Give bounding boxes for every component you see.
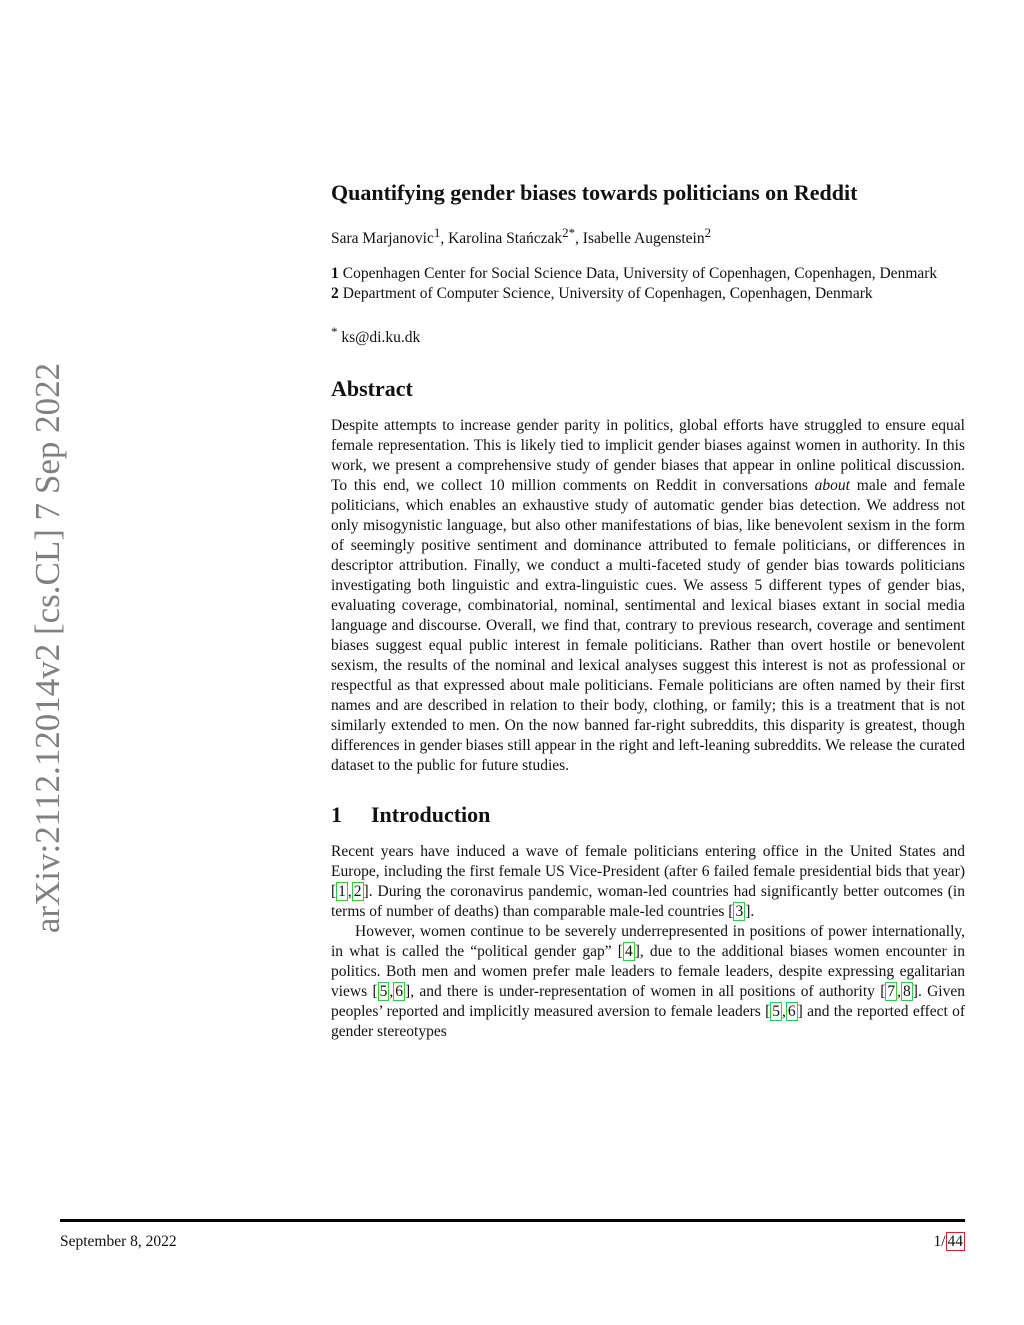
- abstract-text-part: Despite attempts to increase gender parity in politics, global efforts have struggled to ensure equal female representation. This is likely tied to implicit gender biases against women in authority. In this work, we present a comprehensive study of gender biases that appear in online political discussion. To this end, we collect 10 million comments on Reddit in conversations: [331, 417, 965, 495]
- introduction-heading: [331, 802, 965, 828]
- author-name: Sara Marjanovic: [331, 230, 434, 248]
- current-page: 1: [933, 1233, 942, 1250]
- citation-link[interactable]: 6: [395, 983, 404, 1001]
- paragraph-text: . Given peoples’ reported and implicitly measured aversion to female leaders: [331, 983, 965, 1021]
- citation-link[interactable]: 1: [338, 883, 346, 901]
- total-pages-link[interactable]: 44: [947, 1233, 963, 1250]
- page-number: [933, 1233, 965, 1251]
- paragraph-text: However, women continue to be severely underrepresented in positions of power internationally, in what is called the “political gender gap”: [331, 923, 965, 961]
- paragraph-text: and the reported effect of gender stereotypes: [331, 1003, 965, 1041]
- section-number: 1: [331, 802, 342, 828]
- introduction-paragraph-1: Recent years have induced a wave of female politicians entering office in the United States and Europe, including the first female US Vice-President (after 6 failed female presidential bids that year) [ 1 , 2 ]. During the coronavirus pandemic, woman-led countries had significantly better outcomes (in terms of number of deaths) than comparable male-led countries [ 3 ].: [331, 843, 965, 921]
- affiliation-number: 2: [331, 285, 339, 303]
- paper-body: [331, 178, 965, 1042]
- author-list: [331, 222, 965, 250]
- section-title: Introduction: [371, 802, 491, 828]
- author-affiliation-mark: 1: [433, 225, 441, 240]
- citation-link[interactable]: 2: [353, 883, 362, 901]
- page-separator: /: [941, 1233, 946, 1250]
- affiliation-item: [331, 264, 965, 284]
- footer-date: September 8, 2022: [60, 1233, 177, 1250]
- arxiv-identifier-stamp: arXiv:2112.12014v2 [cs.CL] 7 Sep 2022: [28, 362, 67, 934]
- affiliation-number: 1: [331, 265, 339, 283]
- author-separator: ,: [440, 230, 449, 248]
- citation-link[interactable]: 4: [624, 943, 633, 961]
- author-separator: ,: [575, 230, 583, 248]
- abstract-text: [331, 416, 965, 776]
- affiliation-item: [331, 284, 965, 304]
- author-affiliation-mark: 2*: [562, 225, 576, 240]
- abstract-heading: Abstract: [331, 376, 413, 402]
- citation-link[interactable]: 5: [379, 983, 388, 1001]
- paragraph-text: Recent years have induced a wave of female politicians entering office in the United States and Europe, including the first female US Vice-President (after 6 failed female presidential bids that year): [331, 843, 965, 881]
- author-name: Karolina Stańczak: [448, 230, 563, 248]
- paragraph-text: .: [750, 903, 755, 921]
- correspondence-mark: *: [331, 324, 338, 340]
- affiliation-text: Copenhagen Center for Social Science Data, University of Copenhagen, Copenhagen, Denmark: [342, 265, 938, 283]
- citation-link[interactable]: 7: [887, 983, 896, 1001]
- citation-link[interactable]: 6: [787, 1003, 796, 1021]
- correspondence-email: [331, 322, 965, 348]
- abstract-emphasis: about: [814, 477, 850, 495]
- affiliation-text: Department of Computer Science, University of Copenhagen, Copenhagen, Denmark: [342, 285, 873, 303]
- paragraph-text: , and there is under-representation of women in all positions of authority: [410, 983, 881, 1001]
- author-affiliation-mark: 2: [704, 225, 712, 240]
- email-address: ks@di.ku.dk: [341, 329, 421, 347]
- introduction-paragraph-2: However, women continue to be severely underrepresented in positions of power internationally, in what is called the “political gender gap” [ 4 ], due to the additional biases women encounter in politics. Both men and women prefer male leaders to female leaders, despite expressing egalitarian views [ 5 , 6 ], and there is under-representation of women in all positions of authority [ 7 , 8 ]. Given peoples’ reported and implicitly measured aversion to female leaders [ 5 , 6 ] and the reported effect of gender stereotypes: [331, 923, 965, 1041]
- footer-divider: [60, 1219, 965, 1222]
- citation-link[interactable]: 5: [772, 1003, 780, 1021]
- citation-link[interactable]: 8: [903, 983, 911, 1001]
- paragraph-text: . During the coronavirus pandemic, woman-led countries had significantly better outcomes (in terms of number of deaths) than comparable male-led countries: [331, 883, 965, 921]
- paper-title: Quantifying gender biases towards politicians on Reddit: [331, 180, 858, 205]
- affiliation-list: [331, 264, 965, 304]
- abstract-text-part: male and female politicians, which enables an exhaustive study of automatic gender bias detection. We address not only misogynistic language, but also other manifestations of bias, like benevolent sexism in the form of seemingly positive sentiment and dominance attributed to female politicians, or differences in descriptor attribution. Finally, we conduct a multi-faceted study of gender bias towards politicians investigating both linguistic and extra-linguistic cues. We assess 5 different types of gender bias, evaluating coverage, combinatorial, nominal, sentimental and lexical biases extant in social media language and discourse. Overall, we find that, contrary to previous research, coverage and sentiment biases suggest equal public interest in female politicians. Rather than overt hostile or benevolent sexism, the results of the nominal and lexical analyses suggest this interest is not as professional or respectful as that expressed about male politicians. Female politicians are often named by their first names and are described in relation to their body, clothing, or family; this is a treatment that is not similarly extended to men. On the now banned far-right subreddits, this disparity is greatest, though differences in gender biases still appear in the right and left-leaning subreddits. We release the curated dataset to the public for future studies.: [331, 477, 965, 775]
- paragraph-text: , due to the additional biases women encounter in politics. Both men and women prefer male leaders to female leaders, despite expressing egalitarian views: [331, 943, 965, 1001]
- author-name: Isabelle Augenstein: [582, 230, 705, 248]
- citation-link[interactable]: 3: [735, 903, 744, 921]
